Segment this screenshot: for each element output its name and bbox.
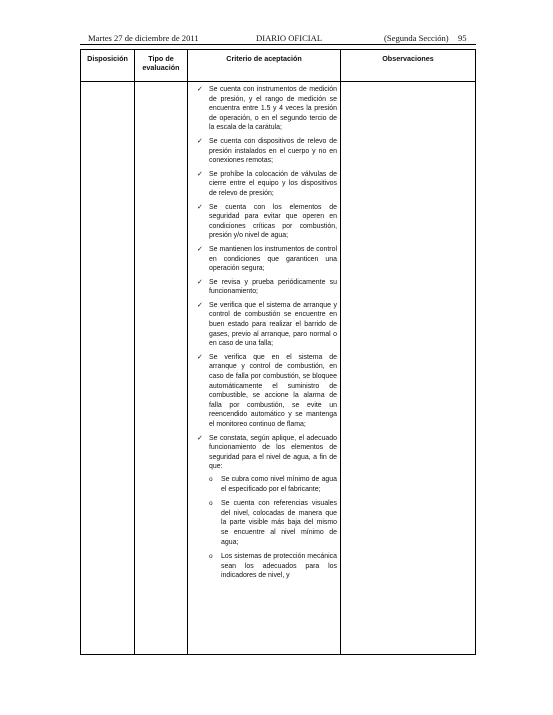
header-rule (80, 44, 476, 45)
observaciones-cell (341, 82, 476, 655)
checkmark-icon: ✓ (197, 136, 203, 145)
table-row (81, 82, 476, 655)
criterion-item (197, 278, 337, 297)
column-header-observaciones: Observaciones (341, 50, 476, 82)
sub-criterion-item (209, 475, 337, 494)
sub-criterion-item (209, 499, 337, 547)
criterion-text: Se mantienen los instrumentos de control en condiciones que garanticen una operación segura; (209, 245, 337, 273)
criterion-item (197, 203, 337, 241)
criterion-item (197, 353, 337, 430)
column-header-criterio: Criterio de aceptación (188, 50, 341, 82)
checkmark-icon: ✓ (197, 277, 203, 286)
checkmark-icon: ✓ (197, 352, 203, 361)
checkmark-icon: ✓ (197, 202, 203, 211)
criterion-text: Se constata, según aplique, el adecuado funcionamiento de los elementos de seguridad para el nivel de agua, a fin de que: (209, 434, 337, 471)
criterion-item (197, 301, 337, 349)
header-page-number: 95 (458, 33, 467, 43)
sub-criterion-text: Se cubra como nivel mínimo de agua el especificado por el fabricante; (221, 475, 337, 493)
column-header-disposicion: Disposición (81, 50, 135, 82)
sub-criterion-text: Se cuenta con referencias visuales del nivel, colocadas de manera que la parte visible más baja del mismo se encuentre al nivel mínimo de agua; (221, 500, 337, 546)
evaluation-table (80, 49, 476, 655)
tipo-evaluacion-cell (135, 82, 188, 655)
circle-bullet-icon: o (209, 500, 213, 508)
sub-criteria-list (209, 475, 337, 581)
disposicion-cell (81, 82, 135, 655)
header-section: (Segunda Sección) (384, 33, 449, 43)
criterion-item (197, 170, 337, 199)
header-date: Martes 27 de diciembre de 2011 (88, 33, 199, 43)
checkmark-icon: ✓ (197, 300, 203, 309)
criteria-list (188, 82, 340, 586)
criterion-text: Se verifica que el sistema de arranque y control de combustión se encuentre en buen estado para realizar el barrido de gases, previo al arranque, paro normal o en caso de una falla; (209, 301, 337, 348)
criterion-group (209, 434, 337, 586)
criterion-text: Se cuenta con los elementos de seguridad para evitar que operen en condiciones críticas por combustión, presión y/o nivel de agua; (209, 203, 337, 240)
circle-bullet-icon: o (209, 553, 213, 561)
column-header-tipo-evaluacion: Tipo de evaluación (135, 50, 188, 82)
checkmark-icon: ✓ (197, 85, 203, 93)
header-publication: DIARIO OFICIAL (256, 33, 323, 43)
criterion-text: Se verifica que en el sistema de arranque y control de combustión, en caso de falla por combustión, se bloquee automáticamente el suministro de combustible, se accione la alarma de falla por combustión, se evite un reencendido automático y se mantenga el monitoreo continuo de flama; (209, 353, 337, 428)
checkmark-icon: ✓ (197, 244, 203, 253)
sub-criterion-text: Los sistemas de protección mecánica sean los adecuados para los indicadores de nivel, y (221, 553, 337, 580)
criterion-text: Se prohíbe la colocación de válvulas de cierre entre el equipo y los dispositivos de relevo de presión; (209, 170, 337, 197)
criterio-cell (188, 82, 341, 655)
sub-criterion-item (209, 552, 337, 581)
criterion-text: Se revisa y prueba periódicamente su funcionamiento; (209, 278, 337, 296)
criterion-text: Se cuenta con instrumentos de medición de presión, y el rango de medición se encuentra entre 1.5 y 4 veces la presión de operación, o en el segundo tercio de la escala de la carátula; (209, 86, 337, 132)
criterion-item (197, 434, 337, 586)
criterion-item (197, 85, 337, 133)
checkmark-icon: ✓ (197, 169, 203, 178)
table-header-row (81, 50, 476, 82)
criterion-item (197, 245, 337, 274)
criterion-text: Se cuenta con dispositivos de relevo de presión instalados en el cuerpo y no en conexiones remotas; (209, 137, 337, 165)
criterion-item (197, 137, 337, 166)
checkmark-icon: ✓ (197, 433, 203, 442)
circle-bullet-icon: o (209, 475, 213, 483)
